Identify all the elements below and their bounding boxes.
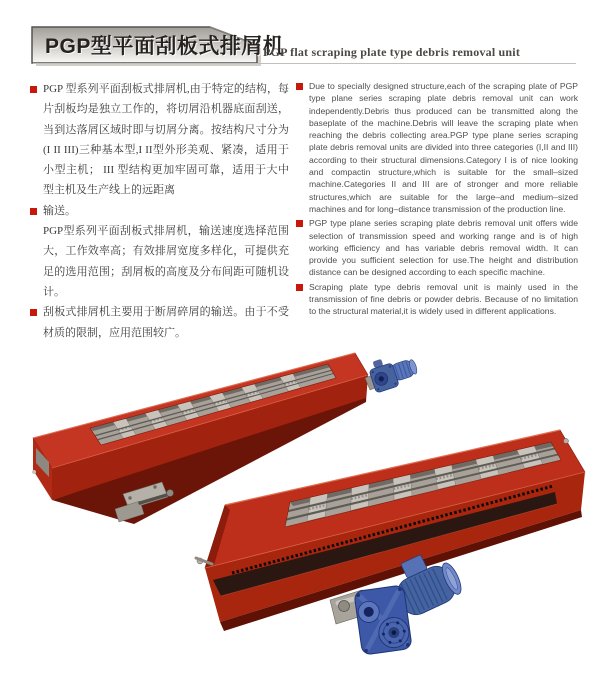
- bullet-item: [296, 281, 578, 318]
- bullet-marker: [30, 309, 37, 316]
- paragraph-text: PGP型系列平面刮板式排屑机，输送速度选择范围大，工作效率高；有效排屑宽度多样化，可提供充足的选用范围；刮屑板的高度及分布间距可随机设计。: [43, 225, 289, 298]
- paragraph-text: 输送。: [43, 204, 76, 217]
- paragraph-text: PGP type plane series scraping plate debris removal unit offers wide selection of transmission speed and working range and is of high working efficiency and has variable debris removal width. It can provide you sufficient selection for use.The height and distribution distance can be designed according to each specific machine.: [309, 218, 578, 278]
- bullet-item: [30, 201, 289, 221]
- paragraph-text: Scraping plate type debris removal unit is mainly used in the transmission of fine debris or powder debris. Because of no limitation to the structural material,it is widely used in different applications.: [309, 281, 578, 317]
- chinese-description-column: [30, 79, 289, 343]
- bullet-marker: [296, 284, 303, 291]
- paragraph-text: PGP 型系列平面刮板式排屑机,由于特定的结构，每片刮板均是独立工作的，将切屑沿机器底面刮送，当到达落屑区域时即与切屑分离。按结构尺寸分为(I II III)三种基本型,I II型外形美观、紧凑，适用于小型主机； III 型结构更加牢固可靠，适用于大中型主机及生产线上的远距离: [43, 83, 289, 197]
- bullet-item: [30, 79, 289, 201]
- paragraph-text: 刮板式排屑机主要用于断屑碎屑的输送。由于不受材质的限制，应用范围较广。: [43, 306, 289, 339]
- bullet-item: [296, 80, 578, 215]
- bullet-marker: [296, 83, 303, 90]
- bullet-marker: [296, 220, 303, 227]
- english-description-column: [296, 80, 578, 320]
- bullet-marker: [30, 86, 37, 93]
- bullet-item: [30, 302, 289, 343]
- paragraph: [30, 221, 289, 302]
- bullet-item: [296, 217, 578, 278]
- page-title: PGP型平面刮板式排屑机: [45, 35, 285, 58]
- page-subtitle: PGP flat scraping plate type debris removal unit: [263, 45, 521, 59]
- paragraph-text: Due to specially designed structure,each of the scraping plate of PGP type plane series scraping plate debris removal unit can work independently.Debris thus produced can be transmitted along the baseplate of the machine.Debris will leave the scraping plate when reaching the debris collecting area.PGP type plane series scraping plate debris removal units are divided into three categories (I,II and III) according to their structural dimensions.Category I is of nice looking and compactin structure,which is suitable for the small–sized machine.Categories II and III are of stronger and more reliable structures,which are suitable for the large–and medium–sized machines and for long–distance transmission of the production line.: [309, 81, 578, 214]
- bullet-marker: [30, 208, 37, 215]
